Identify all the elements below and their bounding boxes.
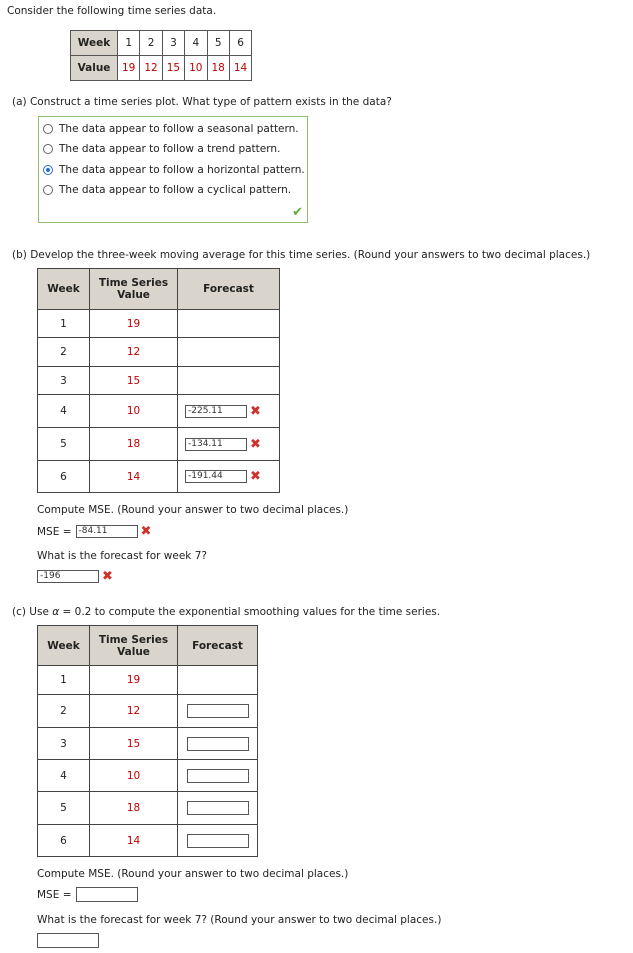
mse-input[interactable]: [76, 887, 138, 902]
incorrect-x-icon: ✖: [250, 403, 261, 419]
forecast-header: Forecast: [178, 626, 258, 666]
week7-input[interactable]: -196: [37, 570, 99, 583]
radio-button[interactable]: [43, 185, 53, 195]
value-cell: 14: [90, 825, 178, 857]
forecast-cell: [178, 792, 258, 825]
exponential-smoothing-table: [37, 625, 258, 857]
option-trend[interactable]: [43, 141, 280, 157]
incorrect-x-icon: ✖: [250, 469, 261, 484]
forecast-cell: [178, 395, 280, 428]
week-cell: 3: [38, 367, 90, 395]
mse-label: MSE =: [37, 525, 72, 538]
radio-button[interactable]: [43, 144, 53, 154]
option-label: The data appear to follow a seasonal pattern.: [59, 123, 299, 135]
part-c-week7-prompt: What is the forecast for week 7? (Round your answer to two decimal places.): [37, 914, 442, 926]
part-c-question: [12, 606, 440, 618]
tsv-header: Time Series Value: [90, 626, 178, 666]
week-cell: 4: [38, 395, 90, 428]
part-c-mse-prompt: Compute MSE. (Round your answer to two decimal places.): [37, 868, 349, 880]
value-header: Value: [71, 56, 118, 81]
value-cell: 18: [207, 56, 229, 81]
week-cell: 1: [118, 31, 140, 56]
part-b-question: (b) Develop the three-week moving average for this time series. (Round your answers to two decimal places.): [12, 249, 591, 261]
forecast-cell: [178, 825, 258, 857]
value-cell: 15: [162, 56, 184, 81]
week-cell: 2: [38, 338, 90, 367]
part-c-week7-row: [37, 933, 99, 948]
week-cell: 3: [38, 728, 90, 760]
time-series-table: [70, 30, 252, 81]
value-cell: 12: [140, 56, 162, 81]
week-cell: 3: [162, 31, 184, 56]
option-horizontal[interactable]: [43, 162, 305, 178]
week-cell: 5: [38, 428, 90, 461]
forecast-input[interactable]: -134.11: [185, 438, 247, 451]
value-cell: 10: [90, 395, 178, 428]
part-c-question-pre: (c) Use: [12, 606, 53, 618]
forecast-input[interactable]: -191.44: [185, 470, 247, 483]
option-label: The data appear to follow a trend pattern.: [59, 143, 281, 155]
value-cell: 14: [229, 56, 251, 81]
forecast-cell: [178, 695, 258, 728]
part-a-options: [38, 116, 308, 223]
option-label: The data appear to follow a cyclical pattern.: [59, 184, 292, 196]
part-c-mse-row: [37, 887, 138, 902]
week-cell: 1: [38, 666, 90, 695]
value-cell: 15: [90, 728, 178, 760]
value-cell: 19: [90, 666, 178, 695]
week-cell: 5: [38, 792, 90, 825]
part-b-week7-prompt: What is the forecast for week 7?: [37, 550, 207, 562]
week-cell: 2: [38, 695, 90, 728]
value-cell: 14: [90, 461, 178, 493]
forecast-cell: [178, 428, 280, 461]
value-cell: 19: [118, 56, 140, 81]
week7-input[interactable]: [37, 933, 99, 948]
forecast-cell: [178, 666, 258, 695]
week-cell: 6: [38, 825, 90, 857]
forecast-input[interactable]: [187, 834, 249, 848]
forecast-input[interactable]: [187, 801, 249, 815]
week-header: Week: [38, 269, 90, 310]
forecast-input[interactable]: [187, 769, 249, 783]
week-cell: 1: [38, 310, 90, 338]
option-cyclical[interactable]: [43, 182, 291, 198]
correct-check-icon: ✔: [292, 205, 303, 220]
option-label: The data appear to follow a horizontal pattern.: [59, 164, 305, 176]
incorrect-x-icon: ✖: [102, 569, 113, 584]
value-cell: 18: [90, 792, 178, 825]
part-b-week7-row: [37, 569, 113, 584]
value-cell: 10: [90, 760, 178, 792]
moving-average-table: [37, 268, 280, 493]
forecast-cell: [178, 367, 280, 395]
week-cell: 2: [140, 31, 162, 56]
week-header: Week: [38, 626, 90, 666]
part-b-mse-prompt: Compute MSE. (Round your answer to two decimal places.): [37, 504, 349, 516]
forecast-cell: [178, 760, 258, 792]
tsv-header: Time Series Value: [90, 269, 178, 310]
week-cell: 4: [185, 31, 207, 56]
week-header: Week: [71, 31, 118, 56]
week-cell: 6: [38, 461, 90, 493]
forecast-cell: [178, 310, 280, 338]
value-cell: 12: [90, 695, 178, 728]
week-cell: 4: [38, 760, 90, 792]
radio-button-selected[interactable]: [43, 165, 53, 175]
part-b-mse-row: [37, 524, 151, 539]
incorrect-x-icon: ✖: [250, 436, 261, 452]
incorrect-x-icon: ✖: [140, 524, 152, 539]
part-a-question: (a) Construct a time series plot. What type of pattern exists in the data?: [12, 96, 392, 108]
part-c-question-post: = 0.2 to compute the exponential smoothing values for the time series.: [59, 606, 441, 618]
option-seasonal[interactable]: [43, 121, 299, 137]
value-cell: 19: [90, 310, 178, 338]
mse-label: MSE =: [37, 888, 72, 901]
forecast-cell: [178, 461, 280, 493]
value-cell: 15: [90, 367, 178, 395]
alpha-symbol: α: [52, 606, 60, 618]
intro-text: Consider the following time series data.: [7, 5, 217, 17]
forecast-cell: [178, 338, 280, 367]
value-cell: 12: [90, 338, 178, 367]
value-cell: 10: [185, 56, 207, 81]
value-cell: 18: [90, 428, 178, 461]
forecast-input[interactable]: -225.11: [185, 405, 247, 418]
forecast-input[interactable]: [187, 704, 249, 718]
forecast-input[interactable]: [187, 737, 249, 751]
radio-button[interactable]: [43, 124, 53, 134]
week-cell: 6: [229, 31, 251, 56]
week-cell: 5: [207, 31, 229, 56]
mse-input[interactable]: -84.11: [76, 525, 138, 538]
forecast-cell: [178, 728, 258, 760]
forecast-header: Forecast: [178, 269, 280, 310]
